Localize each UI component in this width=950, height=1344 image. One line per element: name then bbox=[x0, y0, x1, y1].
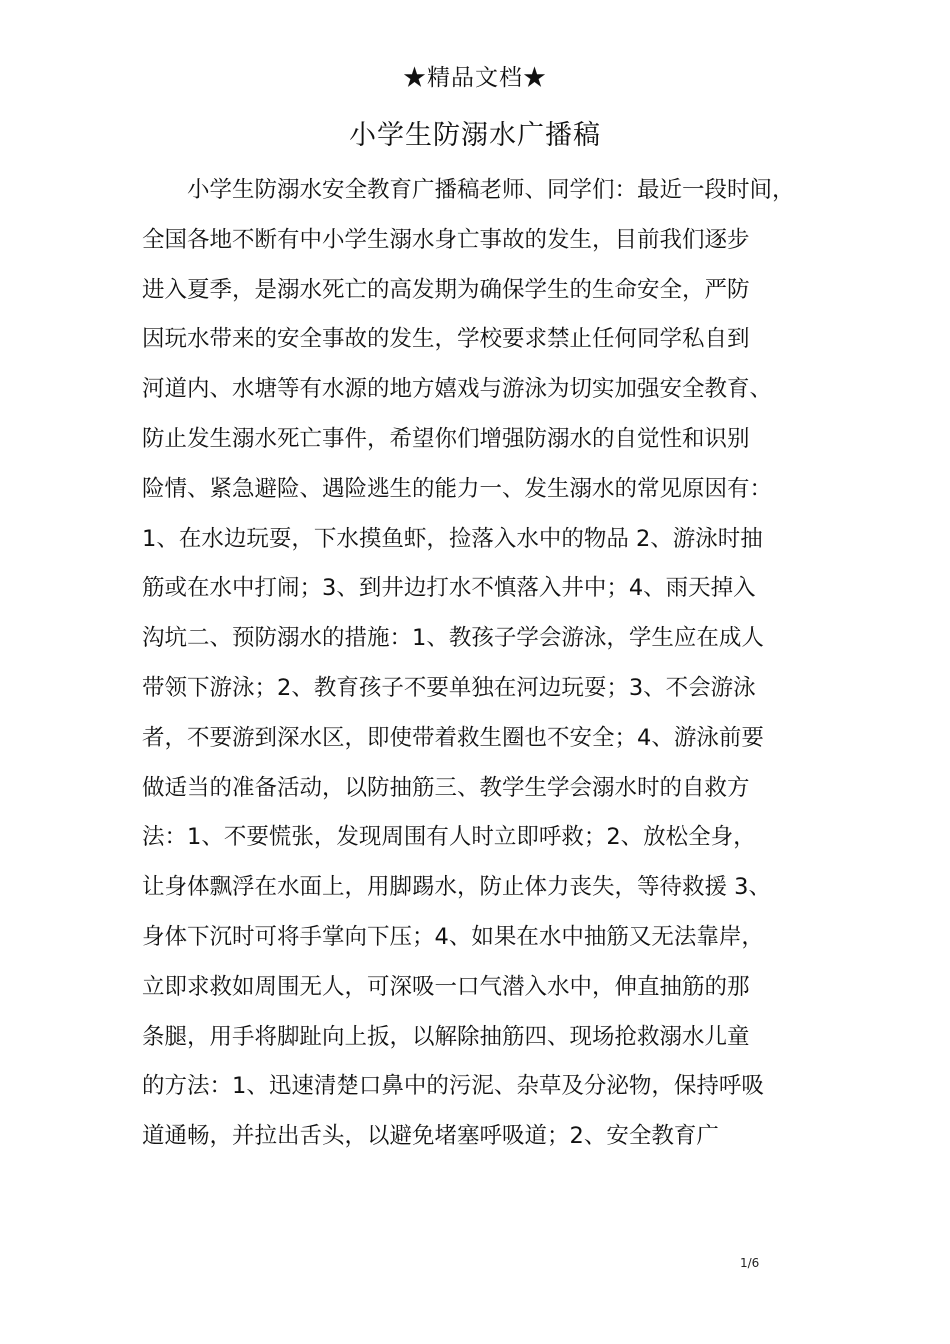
body-line: 进入夏季，是溺水死亡的高发期为确保学生的生命安全，严防 bbox=[142, 276, 750, 303]
body-line: 筋或在水中打闹；3、到井边打水不慎落入井中；4、雨天掉入 bbox=[142, 575, 756, 602]
body-line: 河道内、水塘等有水源的地方嬉戏与游泳为切实加强安全教育、 bbox=[142, 376, 773, 403]
body-line: 让身体飘浮在水面上，用脚踢水，防止体力丧失，等待救援 3、 bbox=[142, 874, 771, 901]
body-line: 1、在水边玩耍，下水摸鱼虾，捡落入水中的物品 2、游泳时抽 bbox=[142, 525, 763, 552]
body-line: 立即求救如周围无人，可深吸一口气潜入水中，伸直抽筋的那 bbox=[142, 973, 750, 1000]
document-header: ★精品文档★ bbox=[403, 65, 547, 91]
body-line: 条腿，用手将脚趾向上扳，以解除抽筋四、现场抢救溺水儿童 bbox=[142, 1023, 750, 1050]
body-line: 的方法：1、迅速清楚口鼻中的污泥、杂草及分泌物，保持呼吸 bbox=[142, 1073, 764, 1100]
body-line: 沟坑二、预防溺水的措施：1、教孩子学会游泳，学生应在成人 bbox=[142, 625, 764, 652]
body-line: 防止发生溺水死亡事件，希望你们增强防溺水的自觉性和识别 bbox=[142, 425, 750, 452]
body-line: 者，不要游到深水区，即使带着救生圈也不安全；4、游泳前要 bbox=[142, 724, 764, 751]
body-line: 全国各地不断有中小学生溺水身亡事故的发生，目前我们逐步 bbox=[142, 226, 750, 253]
body-line: 法：1、不要慌张，发现周围有人时立即呼救；2、放松全身， bbox=[142, 824, 756, 851]
body-line: 小学生防溺水安全教育广播稿老师、同学们：最近一段时间， bbox=[187, 177, 795, 203]
body-line: 险情、紧急避险、遇险逃生的能力一、发生溺水的常见原因有： bbox=[142, 475, 773, 502]
page-number: 1/6 bbox=[740, 1256, 760, 1270]
body-line: 身体下沉时可将手掌向下压；4、如果在水中抽筋又无法靠岸， bbox=[142, 923, 764, 950]
document-title: 小学生防溺水广播稿 bbox=[349, 120, 601, 151]
document-body bbox=[142, 166, 837, 1162]
body-line: 因玩水带来的安全事故的发生，学校要求禁止任何同学私自到 bbox=[142, 326, 750, 353]
body-line: 带领下游泳；2、教育孩子不要单独在河边玩耍；3、不会游泳 bbox=[142, 674, 756, 701]
body-line: 做适当的准备活动，以防抽筋三、教学生学会溺水时的自救方 bbox=[142, 774, 750, 801]
body-line: 道通畅，并拉出舌头，以避免堵塞呼吸道；2、安全教育广 bbox=[142, 1123, 719, 1150]
